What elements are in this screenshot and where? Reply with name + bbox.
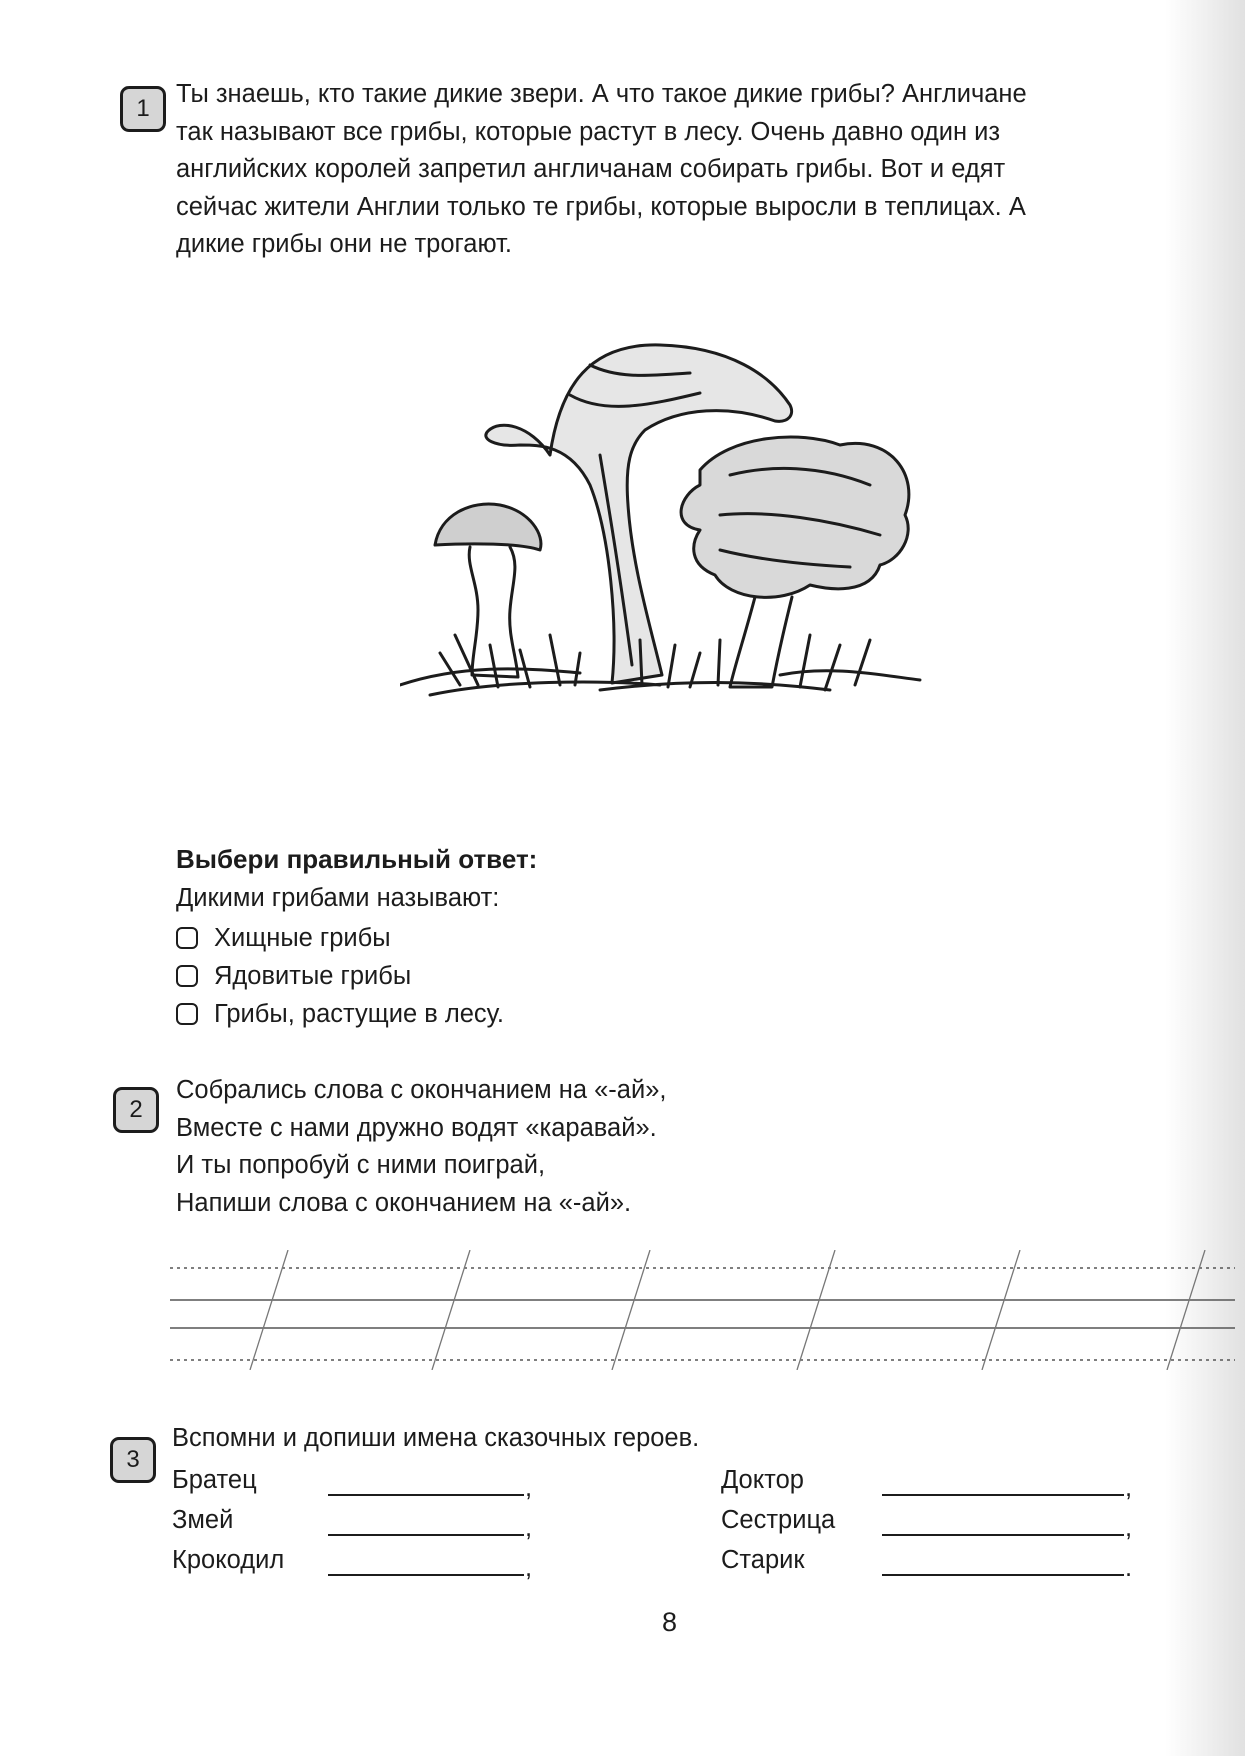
answer-option[interactable] bbox=[176, 996, 504, 1032]
answer-label: Ядовитые грибы bbox=[214, 961, 412, 990]
task-1-line: Ты знаешь, кто такие дикие звери. А что такое дикие грибы? Англичане bbox=[176, 80, 1027, 108]
hero-name-label: Старик bbox=[721, 1546, 805, 1574]
task-2-number: 2 bbox=[113, 1087, 159, 1133]
task-1-prompt: Выбери правильный ответ: bbox=[176, 844, 538, 874]
hero-answer-blank[interactable] bbox=[328, 1574, 524, 1576]
task-3-prompt: Вспомни и допиши имена сказочных героев. bbox=[172, 1424, 700, 1452]
hero-answer-blank[interactable] bbox=[882, 1494, 1124, 1496]
hero-answer-blank[interactable] bbox=[328, 1494, 524, 1496]
hero-answer-blank[interactable] bbox=[882, 1534, 1124, 1536]
task-2-line: Напиши слова с окончанием на «-ай». bbox=[176, 1188, 632, 1217]
task-1-text bbox=[176, 76, 1241, 264]
hero-answer-blank[interactable] bbox=[882, 1574, 1124, 1576]
punctuation: , bbox=[1125, 1474, 1133, 1502]
answer-checkbox[interactable] bbox=[176, 1003, 198, 1025]
punctuation: , bbox=[1125, 1514, 1133, 1542]
task-2-line: Собрались слова с окончанием на «-ай», bbox=[176, 1076, 667, 1104]
hero-answer-blank[interactable] bbox=[328, 1534, 524, 1536]
hero-name-label: Братец bbox=[172, 1466, 257, 1494]
punctuation: . bbox=[1125, 1554, 1133, 1582]
task-1-line: так называют все грибы, которые растут в лесу. Очень давно один из bbox=[176, 117, 1001, 146]
task-1-line: английских королей запретил англичанам собирать грибы. Вот и едят bbox=[176, 155, 1006, 183]
answer-label: Грибы, растущие в лесу. bbox=[214, 999, 504, 1028]
page-number: 8 bbox=[662, 1607, 678, 1637]
answer-option[interactable] bbox=[176, 920, 391, 956]
punctuation: , bbox=[525, 1514, 533, 1542]
mushrooms-illustration bbox=[400, 335, 940, 775]
hero-name-label: Сестрица bbox=[721, 1506, 836, 1534]
answer-label: Хищные грибы bbox=[214, 923, 391, 952]
answer-checkbox[interactable] bbox=[176, 965, 198, 987]
answer-checkbox[interactable] bbox=[176, 927, 198, 949]
task-3-number: 3 bbox=[110, 1437, 156, 1483]
hero-name-label: Змей bbox=[172, 1506, 234, 1534]
task-1-number: 1 bbox=[120, 86, 166, 132]
task-1-question: Дикими грибами называют: bbox=[176, 884, 500, 912]
task-2-line: Вместе с нами дружно водят «каравай». bbox=[176, 1113, 657, 1142]
task-2-line: И ты попробуй с ними поиграй, bbox=[176, 1151, 546, 1179]
task-2-text bbox=[176, 1072, 1241, 1222]
punctuation: , bbox=[525, 1554, 533, 1582]
hero-name-label: Доктор bbox=[721, 1466, 804, 1494]
hero-name-label: Крокодил bbox=[172, 1546, 285, 1574]
task-1-line: дикие грибы они не трогают. bbox=[176, 230, 512, 258]
writing-lines[interactable] bbox=[170, 1250, 1235, 1370]
punctuation: , bbox=[525, 1474, 533, 1502]
task-1-line: сейчас жители Англии только те грибы, которые выросли в теплицах. А bbox=[176, 192, 1026, 221]
answer-option[interactable] bbox=[176, 958, 411, 994]
